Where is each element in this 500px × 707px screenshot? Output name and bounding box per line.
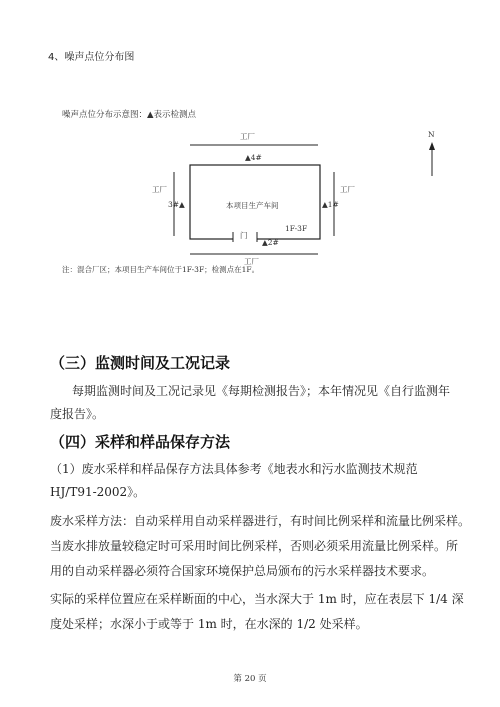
figure-caption: 噪声点位分布示意图：▲表示检测点: [62, 110, 197, 120]
point-2-marker: ▲2#: [262, 238, 279, 247]
north-label: N: [428, 130, 435, 139]
section4-line6: 实际的采样位置应在采样断面的中心，当水深大于 1m 时，应在表层下 1/4 深: [50, 592, 464, 606]
point-4-marker: ▲4#: [245, 153, 262, 162]
building-label: 本项目生产车间: [226, 201, 279, 210]
figure-note: 注：混合厂区；本项目生产车间位于1F-3F；检测点在1F。: [62, 265, 260, 274]
door-label: 门: [240, 231, 248, 240]
page-number: 第 20 页: [233, 674, 267, 684]
section3-para-line2: 度报告》。: [50, 407, 105, 421]
north-arrow-icon: [429, 142, 435, 150]
point-3-marker: 3#▲: [168, 200, 185, 209]
section4-line5: 用的自动采样器必须符合国家环境保护总局颁布的污水采样器技术要求。: [50, 564, 435, 578]
section3-para-line1: 每期监测时间及工况记录见《每期检测报告》；本年情况见《自行监测年: [72, 384, 451, 398]
factory-left-label: 工厂: [152, 185, 167, 194]
section3-heading: （三）监测时间及工况记录: [50, 354, 231, 372]
section4-line7: 度处采样；水深小于或等于 1m 时，在水深的 1/2 处采样。: [50, 617, 368, 631]
section4-line1: （1）废水采样和样品保存方法具体参考《地表水和污水监测技术规范: [50, 462, 418, 476]
section4-line3: 废水采样方法：自动采样用自动采样器进行，有时间比例采样和流量比例采样。: [50, 514, 471, 528]
section4-heading: （四）采样和样品保存方法: [50, 433, 231, 451]
section-title: 4、噪声点位分布图: [48, 52, 135, 63]
floor-label: 1F-3F: [285, 224, 308, 233]
section4-line4: 当废水排放量较稳定时可采用时间比例采样，否则必须采用流量比例采样。所: [50, 539, 459, 553]
section4-line2: HJ/T91-2002》。: [50, 485, 146, 499]
factory-right-label: 工厂: [340, 185, 355, 194]
factory-top-label: 工厂: [240, 132, 255, 141]
factory-bottom-label: 工厂: [244, 257, 259, 266]
point-1-marker: ▲1#: [322, 200, 339, 209]
